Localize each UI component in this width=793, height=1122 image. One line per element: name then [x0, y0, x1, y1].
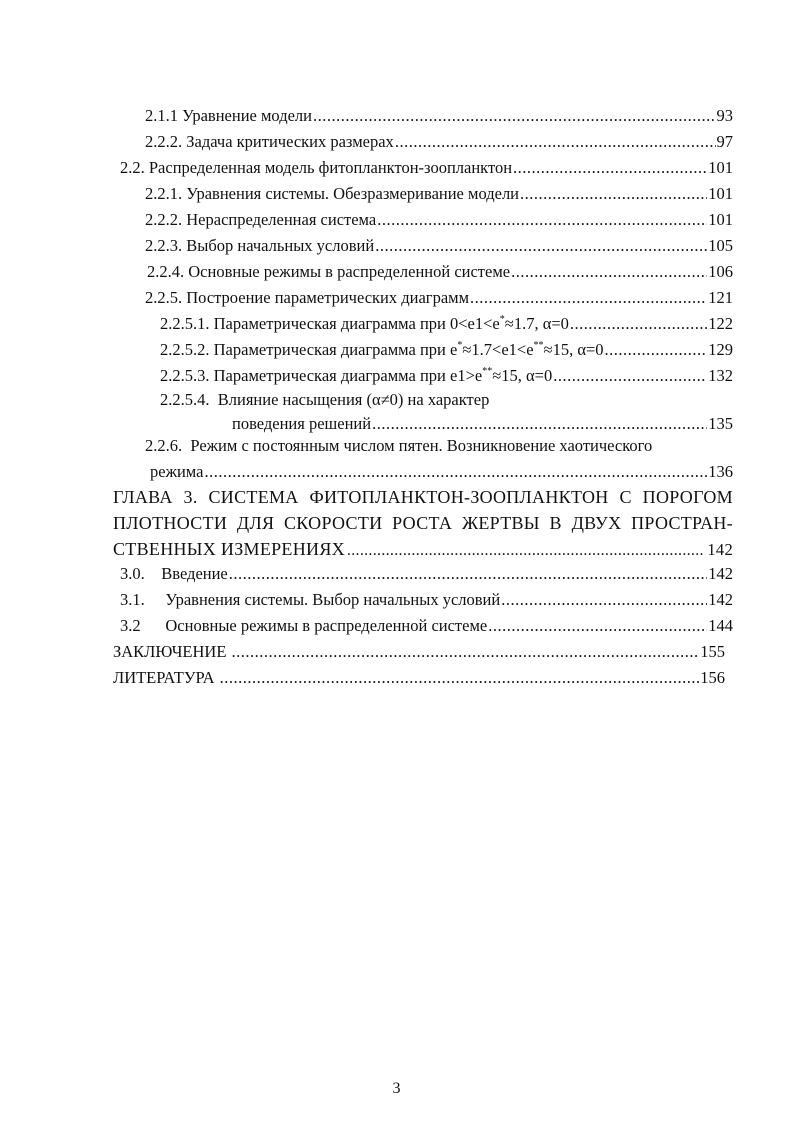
- toc-title: Уравнения системы. Выбор начальных условий: [165, 590, 501, 609]
- toc-page: 122: [708, 314, 733, 333]
- toc-number: 2.2.6.: [145, 436, 183, 455]
- toc-entry: [120, 616, 733, 636]
- dot-leader: [375, 236, 707, 256]
- toc-entry: [113, 668, 725, 688]
- toc-entry: [232, 414, 733, 434]
- chapter-line-3: СТВЕННЫХ ИЗМЕРЕНИЯХ ..... 142: [113, 536, 733, 564]
- toc-title: ЗАКЛЮЧЕНИЕ: [113, 642, 227, 661]
- chapter-heading: [113, 484, 733, 564]
- toc-entry: [145, 106, 733, 126]
- toc-number: 2.2.5.3.: [160, 366, 210, 385]
- dot-leader: [229, 564, 707, 584]
- toc-number: 2.2.1.: [145, 184, 183, 203]
- toc-number: 2.1.1: [145, 106, 178, 125]
- dot-leader: [511, 262, 707, 282]
- page-number: 3: [392, 1080, 401, 1097]
- toc-page: 132: [708, 366, 733, 385]
- toc-title: Параметрическая диаграмма при 0<e1<e*≈1.7, α=0: [213, 313, 569, 333]
- toc-title: Нераспределенная система: [186, 210, 377, 229]
- toc-number: 3.2: [120, 616, 141, 635]
- toc-entry-first-line: [160, 390, 489, 410]
- toc-page: 101: [708, 158, 733, 177]
- toc-page: 106: [708, 262, 733, 281]
- dot-leader: [377, 210, 707, 230]
- toc-title: Основные режимы в распределенной системе: [165, 616, 488, 635]
- toc-entry: [145, 236, 733, 256]
- toc-number: 3.1.: [120, 590, 145, 609]
- dot-leader: [520, 184, 707, 204]
- toc-page: 101: [708, 184, 733, 203]
- toc-title: Уравнения системы. Обезразмеривание модели: [186, 184, 520, 203]
- toc-page: 156: [700, 668, 725, 687]
- toc-page: 142: [708, 564, 733, 583]
- toc-number: 2.2.4.: [147, 262, 185, 281]
- dot-leader: [470, 288, 707, 308]
- toc-page: 97: [716, 132, 733, 151]
- toc-entry: [145, 132, 733, 152]
- dot-leader: [372, 414, 707, 434]
- toc-page: 136: [708, 462, 733, 481]
- toc-title: Параметрическая диаграмма при e1>e**≈15, α=0: [213, 365, 553, 385]
- toc-number: 2.2.2.: [145, 132, 183, 151]
- toc-title: Построение параметрических диаграмм: [186, 288, 470, 307]
- toc-number: 2.2.5.4.: [160, 390, 210, 409]
- dot-leader: [501, 590, 707, 610]
- toc-number: 2.2.5.1.: [160, 314, 210, 333]
- dot-leader: [605, 340, 708, 360]
- toc-page: 129: [708, 340, 733, 359]
- toc-entry: [145, 210, 733, 230]
- toc-number: 3.0.: [120, 564, 145, 583]
- toc-entry: [150, 462, 733, 482]
- dot-leader: [395, 132, 716, 152]
- toc-entry: [120, 590, 733, 610]
- toc-title: режима: [150, 462, 204, 481]
- toc-page: 105: [708, 236, 733, 255]
- toc-entry: [160, 314, 733, 334]
- dot-leader: [313, 106, 716, 126]
- dot-leader: [488, 616, 707, 636]
- toc-entry: [120, 158, 733, 178]
- toc-entry: [160, 340, 733, 360]
- toc-number: 2.2.3.: [145, 236, 183, 255]
- toc-entry-first-line: [145, 436, 652, 456]
- toc-title: ЛИТЕРАТУРА: [113, 668, 215, 687]
- toc-title: Основные режимы в распределенной системе: [188, 262, 511, 281]
- dot-leader: [204, 462, 707, 482]
- toc-entry: [160, 366, 733, 386]
- dot-leader: [232, 642, 700, 662]
- dot-leader: [570, 314, 707, 334]
- toc-title: Параметрическая диаграмма при e*≈1.7<e1<e**≈15, α=0: [213, 339, 604, 359]
- toc-entry: [145, 184, 733, 204]
- toc-title: Введение: [161, 564, 228, 583]
- toc-entry: [113, 642, 725, 662]
- toc-number: 2.2.5.: [145, 288, 183, 307]
- chapter-line-1: ГЛАВА 3. СИСТЕМА ФИТОПЛАНКТОН-ЗООПЛАНКТОН С ПОРОГОМ: [113, 487, 733, 507]
- toc-page: 155: [700, 642, 725, 661]
- toc-page: 142: [708, 590, 733, 609]
- dot-leader: [513, 158, 707, 178]
- toc-page: 101: [708, 210, 733, 229]
- toc-page: 135: [708, 414, 733, 433]
- toc-title: Распределенная модель фитопланктон-зоопланктон: [148, 158, 513, 177]
- chapter-line-2: ПЛОТНОСТИ ДЛЯ СКОРОСТИ РОСТА ЖЕРТВЫ В ДВУХ ПРОСТРАН-: [113, 513, 733, 533]
- toc-entry: [145, 288, 733, 308]
- toc-page: 121: [708, 288, 733, 307]
- toc-page: 142: [707, 540, 733, 559]
- dot-leader: [347, 538, 705, 564]
- toc-title: Задача критических размерах: [186, 132, 394, 151]
- toc-number: 2.2.5.2.: [160, 340, 210, 359]
- toc-page: 93: [716, 106, 733, 125]
- toc-title: Влияние насыщения (α≠0) на характер: [217, 390, 490, 409]
- toc-title: Выбор начальных условий: [186, 236, 375, 255]
- toc-entry: [120, 564, 733, 584]
- dot-leader: [220, 668, 700, 688]
- toc-number: 2.2.: [120, 158, 145, 177]
- dot-leader: [553, 366, 707, 386]
- toc-page: 144: [708, 616, 733, 635]
- toc-entry: [147, 262, 733, 282]
- toc-title: Режим с постоянным числом пятен. Возникновение хаотического: [190, 436, 653, 455]
- toc-title: Уравнение модели: [182, 106, 312, 125]
- toc-number: 2.2.2.: [145, 210, 183, 229]
- toc-title: поведения решений: [232, 414, 372, 433]
